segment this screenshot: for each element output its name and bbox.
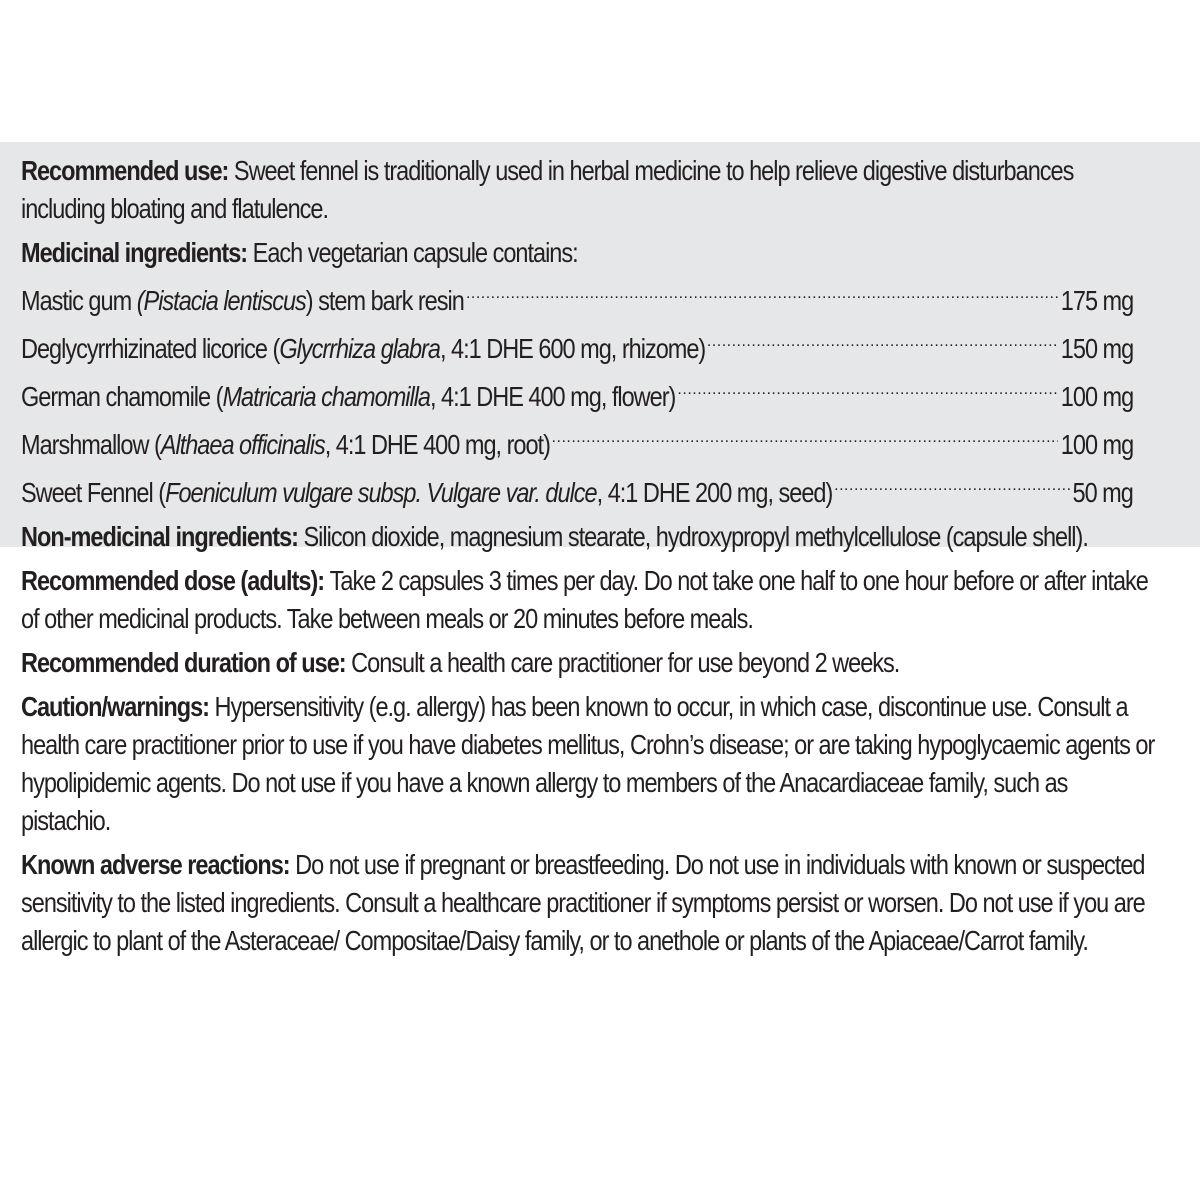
ingredient-row	[21, 272, 1133, 320]
recommended-dose-text: Take 2 capsules 3 times per day. Do not take one half to one hour before or after intake of other medicinal products. Take between meals or 20 minutes before meals.	[21, 565, 1148, 634]
ingredient-name: Sweet Fennel (	[21, 477, 166, 508]
ingredient-name: Mastic gum	[21, 285, 137, 316]
ingredient-latin-name: Matricaria chamomilla	[222, 381, 431, 412]
recommended-dose-heading: Recommended dose (adults):	[21, 565, 330, 596]
dot-leader	[834, 464, 1071, 502]
medicinal-ingredients-section	[21, 234, 1161, 512]
ingredient-detail: , 4:1 DHE 600 mg, rhizome)	[439, 333, 706, 364]
duration-heading: Recommended duration of use:	[21, 647, 352, 678]
ingredient-amount: 100 mg	[1060, 429, 1133, 460]
adverse-reactions-section	[21, 846, 1161, 960]
ingredient-row	[21, 320, 1133, 368]
ingredient-latin-name: Althaea officinalis	[160, 429, 325, 460]
ingredient-detail: , 4:1 DHE 400 mg, root)	[324, 429, 550, 460]
ingredient-latin-name: Foeniculum vulgare subsp. Vulgare var. dulce	[165, 477, 597, 508]
ingredient-list	[21, 272, 1161, 512]
ingredient-detail: , 4:1 DHE 400 mg, flower)	[430, 381, 676, 412]
ingredient-amount: 150 mg	[1060, 333, 1133, 364]
ingredient-detail: , 4:1 DHE 200 mg, seed)	[596, 477, 833, 508]
duration-text: Consult a health care practitioner for use beyond 2 weeks.	[351, 647, 900, 678]
ingredient-amount: 175 mg	[1060, 285, 1133, 316]
dot-leader	[677, 368, 1058, 406]
medicinal-ingredients-heading: Medicinal ingredients:	[21, 237, 253, 268]
cautions-text: Hypersensitivity (e.g. allergy) has been known to occur, in which case, discontinue use. Consult a health care practitioner prior to use if you have diabetes mellitus, Crohn’s disease; or are taking hypoglycaemic agents or hypolipidemic agents. Do not use if you have a known allergy to members of the Anacardiaceae family, such as pistachio.	[21, 691, 1155, 836]
ingredient-name: Marshmallow (	[21, 429, 161, 460]
label-content	[21, 152, 1161, 960]
ingredient-amount: 100 mg	[1060, 381, 1133, 412]
dot-leader	[707, 320, 1059, 358]
adverse-reactions-text: Do not use if pregnant or breastfeeding. Do not use in individuals with known or suspected sensitivity to the listed ingredients. Consult a healthcare practitioner if symptoms persist or worsen. Do not use if you are allergic to plant of the Asteraceae/ Compositae/Daisy family, or to anethole or plants of the Apiaceae/Carrot family.	[21, 849, 1145, 956]
non-medicinal-ingredients-heading: Non-medicinal ingredients:	[21, 521, 304, 552]
ingredient-row	[21, 416, 1133, 464]
non-medicinal-ingredients-section	[21, 518, 1161, 556]
adverse-reactions-heading: Known adverse reactions:	[21, 849, 296, 880]
ingredient-latin-name: Glycrrhiza glabra	[279, 333, 440, 364]
ingredient-amount: 50 mg	[1072, 477, 1133, 508]
ingredient-row	[21, 464, 1133, 512]
medicinal-ingredients-intro: Each vegetarian capsule contains:	[252, 237, 578, 268]
cautions-heading: Caution/warnings:	[21, 691, 215, 722]
dot-leader	[466, 272, 1058, 310]
cautions-section	[21, 688, 1161, 840]
ingredient-detail: ) stem bark resin	[305, 285, 464, 316]
recommended-dose-section	[21, 562, 1161, 638]
ingredient-row	[21, 368, 1133, 416]
recommended-use-section	[21, 152, 1161, 228]
duration-section	[21, 644, 1161, 682]
dot-leader	[552, 416, 1059, 454]
recommended-use-text: Sweet fennel is traditionally used in herbal medicine to help relieve digestive disturbances including bloating and flatulence.	[21, 155, 1074, 224]
ingredient-latin-name: (Pistacia lentiscus	[136, 285, 306, 316]
ingredient-name: Deglycyrrhizinated licorice (	[21, 333, 280, 364]
ingredient-name: German chamomile (	[21, 381, 223, 412]
recommended-use-heading: Recommended use:	[21, 155, 234, 186]
non-medicinal-ingredients-text: Silicon dioxide, magnesium stearate, hydroxypropyl methylcellulose (capsule shell).	[303, 521, 1088, 552]
